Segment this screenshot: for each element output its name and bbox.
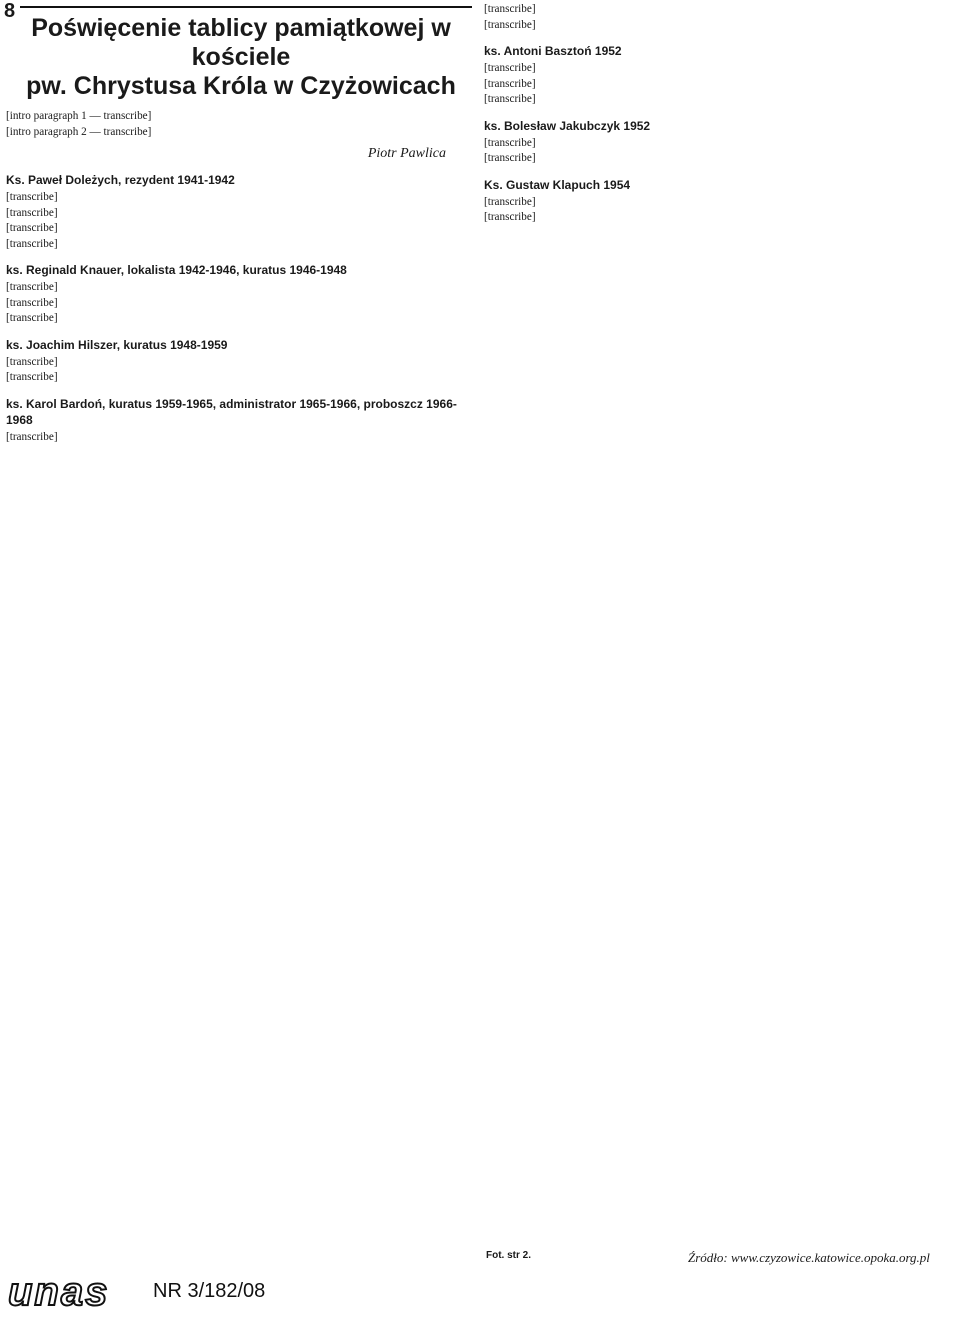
unas-logo: unas <box>8 1270 110 1314</box>
paragraph: [transcribe] <box>484 3 536 15</box>
paragraph: [transcribe] <box>6 281 58 293</box>
section-jakubczyk <box>484 118 954 167</box>
author: Piotr Pawlica <box>367 146 446 161</box>
article-title <box>6 14 476 101</box>
top-rule <box>20 6 472 8</box>
paragraph: [transcribe] <box>484 77 536 90</box>
intro-p2: [intro paragraph 2 — transcribe] <box>6 125 152 138</box>
section-heading: ks. Karol Bardoń, kuratus 1959-1965, administrator 1965-1966, proboszcz 1966-1968 <box>6 396 457 427</box>
left-column <box>6 14 476 1284</box>
paragraph: [transcribe] <box>6 206 58 219</box>
paragraph: [transcribe] <box>484 211 536 223</box>
section-heading: ks. Antoni Basztoń 1952 <box>484 44 622 58</box>
intro-p1: [intro paragraph 1 — transcribe] <box>6 110 152 122</box>
paragraph: [transcribe] <box>6 355 58 368</box>
paragraph: [transcribe] <box>484 18 536 31</box>
title-line-1: Poświęcenie tablicy pamiątkowej w kościele <box>31 14 451 71</box>
paragraph: [transcribe] <box>6 430 58 443</box>
issue-number: NR 3/182/08 <box>153 1280 266 1302</box>
page-number: 8 <box>4 0 16 22</box>
paragraph: [transcribe] <box>6 191 58 203</box>
paragraph: [transcribe] <box>6 371 58 383</box>
footer <box>8 1250 948 1314</box>
section-heading: ks. Joachim Hilszer, kuratus 1948-1959 <box>6 337 228 352</box>
bardon-continued <box>484 2 954 33</box>
paragraph: [transcribe] <box>484 152 536 164</box>
paragraph: [transcribe] <box>6 222 58 234</box>
source-line: Źródło: www.czyzowice.katowice.opoka.org.pl <box>688 1250 930 1265</box>
section-heading: ks. Reginald Knauer, lokalista 1942-1946, kuratus 1946-1948 <box>6 263 347 277</box>
paragraph: [transcribe] <box>6 237 58 250</box>
paragraph: [transcribe] <box>6 296 58 309</box>
section-heading: Ks. Gustaw Klapuch 1954 <box>484 177 631 192</box>
section-bardon <box>6 396 476 446</box>
section-dolezych <box>6 172 476 252</box>
section-knauer <box>6 262 476 327</box>
photo-credit: Fot. str 2. <box>486 1250 532 1261</box>
paragraph: [transcribe] <box>484 93 536 105</box>
section-heading: Ks. Paweł Doleżych, rezydent 1941-1942 <box>6 173 235 187</box>
right-column <box>484 2 954 1264</box>
paragraph: [transcribe] <box>484 62 536 74</box>
section-klapuch <box>484 177 954 226</box>
title-line-2: pw. Chrystusa Króla w Czyżowicach <box>26 72 456 100</box>
paragraph: [transcribe] <box>6 312 58 324</box>
section-hilszer <box>6 337 476 386</box>
intro-section <box>6 109 476 162</box>
section-heading: ks. Bolesław Jakubczyk 1952 <box>484 118 651 133</box>
paragraph: [transcribe] <box>484 195 536 208</box>
paragraph: [transcribe] <box>484 136 536 149</box>
section-basztoń <box>484 43 954 108</box>
